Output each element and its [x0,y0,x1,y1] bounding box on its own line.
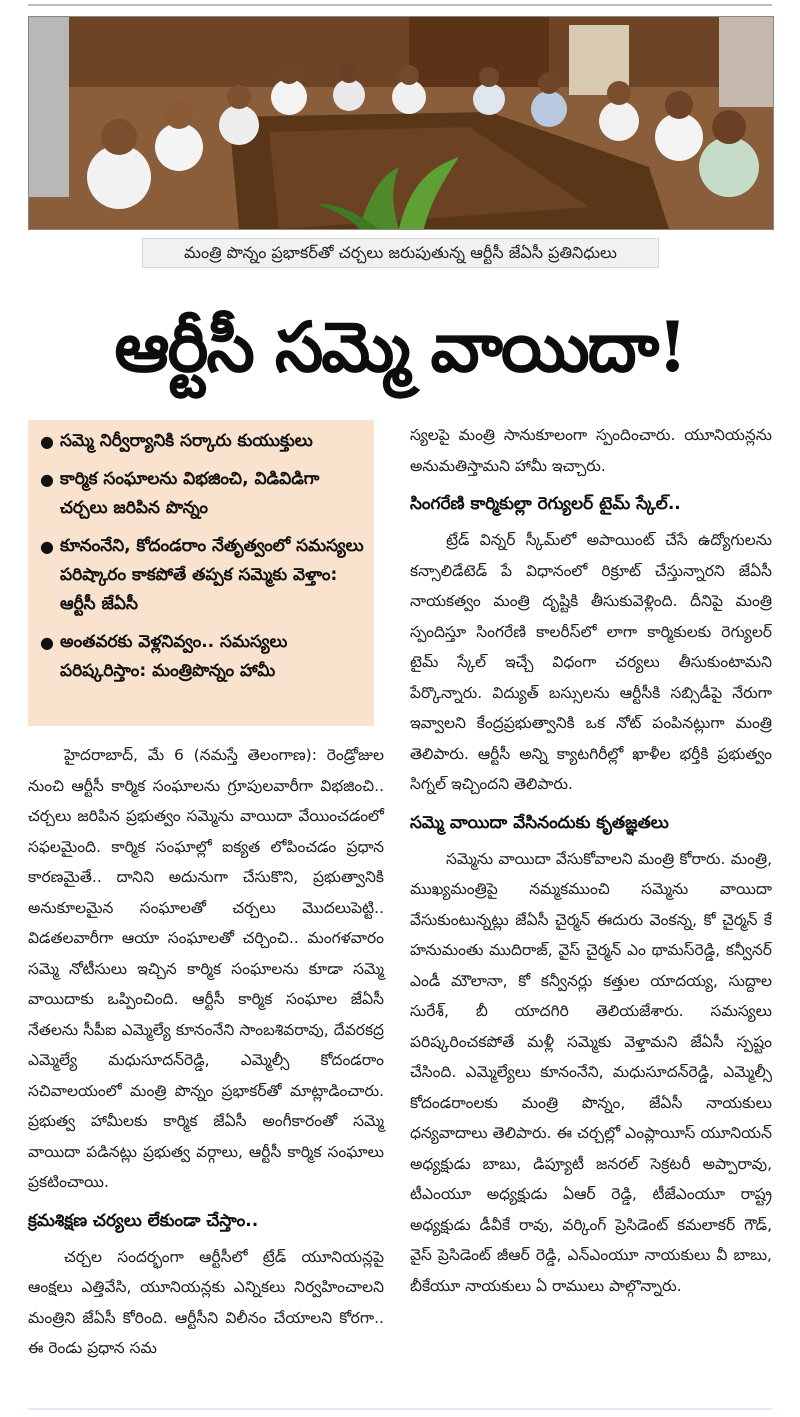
top-rule [28,4,772,6]
right-column [410,420,772,1301]
highlight-text: అంతవరకు వెళ్లనివ్వం.. సమస్యలు పరిష్కరిస్తాం: మంత్రిపొన్నం హామీ [60,632,288,681]
left-column [28,740,384,1364]
highlight-item [38,465,368,523]
meeting-photo-illustration [29,17,773,229]
bullet-icon: ● [40,537,54,556]
highlight-item [38,532,368,619]
highlight-item [38,628,368,686]
highlight-item [38,427,368,456]
bullet-icon: ● [40,633,54,652]
body-paragraph: హైదరాబాద్‌, మే 6 (నమస్తే తెలంగాణ): రెండ్రోజుల నుంచి ఆర్టీసీ కార్మిక సంఘాలను గ్రూపులవారీగా విభజించి.. చర్చలు జరిపిన ప్రభుత్వం సమ్మెను వాయిదా వేయించడంలో సఫలమైంది. కార్మిక సంఘాల్లో ఐక్యత లోపించడం ప్రధాన కారణమైతే.. దానిని అదునుగా చేసుకొని, ప్రభుత్వానికి అనుకూలమైన సంఘాలతో చర్చలు మొదలుపెట్టి.. విడతలవారీగా ఆయా సంఘాలతో చర్చించి.. మంగళవారం సమ్మె నోటీసులు ఇచ్చిన కార్మిక సంఘాలను కూడా సమ్మె వాయిదాకు ఒప్పించింది. ఆర్టీసీ కార్మిక సంఘాల జేఏసీ నేతలను సీపీఐ ఎమ్మెల్యే కూనంనేని సాంబశివరావు, దేవరకద్ర ఎమ్మెల్యే మధుసూదన్‌రెడ్డి, ఎమ్మెల్సీ కోదండరాం సచివాలయంలో మంత్రి పొన్నం ప్రభాకర్‌తో మాట్లాడించారు. ప్రభుత్వ హామీలకు కార్మిక జేఏసీ అంగీకారంతో సమ్మె వాయిదా పడినట్లు ప్రభుత్వ వర్గాలు, ఆర్టీసీ కార్మిక సంఘాలు ప్రకటించాయి. [28,746,384,1191]
section-subheading: క్రమశిక్షణ చర్యలు లేకుండా చేస్తాం.. [28,1210,259,1231]
body-paragraph: సమ్మెను వాయిదా వేసుకోవాలని మంత్రి కోరారు. మంత్రి, ముఖ్యమంత్రిపై నమ్మకముంచి సమ్మెను వాయిదా వేసుకుంటున్నట్లు జేఏసీ చైర్మన్‌ ఈదురు వెంకన్న, కో చైర్మన్‌ కే హనుమంతు ముదిరాజ్‌, వైస్‌ చైర్మన్‌ ఎం థామస్‌రెడ్డి, కన్వీనర్‌ ఎండీ మౌలానా, కో కన్వీనర్లు కత్తుల యాదయ్య, సుద్దాల సురేశ్‌, బీ యాదగిరి తెలియజేశారు. సమస్యలు పరిష్కరించకపోతే మళ్లీ సమ్మెకు వెళ్తామని జేఏసీ స్పష్టం చేసింది. ఎమ్మెల్యేలు కూనంనేని, మధుసూదన్‌రెడ్డి, ఎమ్మెల్సీ కోదండరాంలకు మంత్రి పొన్నం, జేఏసీ నాయకులు ధన్యవాదాలు తెలిపారు. ఈ చర్చల్లో ఎంప్లాయీస్‌ యూనియన్‌ అధ్యక్షుడు బాబు, డిప్యూటీ జనరల్‌ సెక్రటరీ అప్పారావు, టీఎంయూ అధ్యక్షుడు ఏఆర్‌ రెడ్డి, టీజేఎంయూ రాష్ట్ర అధ్యక్షుడు డీవీకే రావు, వర్కింగ్‌ ప్రెసిడెంట్‌ కమలాకర్‌ గౌడ్‌, వైస్‌ ప్రెసిడెంట్‌ జీఆర్‌ రెడ్డి, ఎన్‌ఎంయూ నాయకులు వీ బాబు, బీకేయూ నాయకులు ఏ రాములు పాల్గొన్నారు. [410,849,772,1295]
news-photo [28,16,774,230]
section-subheading: సమ్మె వాయిదా వేసినందుకు కృతజ్ఞతలు [410,812,669,833]
highlight-text: సమ్మె నిర్వీర్యానికి సర్కారు కుయుక్తులు [60,431,313,451]
bullet-icon: ● [40,432,54,451]
photo-caption: మంత్రి పొన్నం ప్రభాకర్‌తో చర్చలు జరుపుతున్న ఆర్టీసీ జేఏసీ ప్రతినిధులు [142,238,659,268]
section-subheading: సింగరేణి కార్మికుల్లా రెగ్యులర్‌ టైమ్‌ స్కేల్‌.. [410,494,681,514]
body-paragraph: ట్రేడ్‌ విన్నర్‌ స్కీమ్‌లో అపాయింట్‌ చేసే ఉద్యోగులను కన్సాలిడేటెడ్‌ పే విధానంలో రిక్రూట్‌ చేస్తున్నారని జేఏసీ నాయకత్వం మంత్రి దృష్టికి తీసుకువెళ్లింది. దీనిపై మంత్రి స్పందిస్తూ సింగరేణి కాలరీస్‌లో లాగా కార్మికులకు రెగ్యులర్‌ టైమ్‌ స్కేల్‌ ఇచ్చే విధంగా చర్యలు తీసుకుంటామని పేర్కొన్నారు. విద్యుత్‌ బస్సులను ఆర్టీసీకి సబ్సిడీపై నేరుగా ఇవ్వాలని కేంద్రప్రభుత్వానికి ఒక నోట్‌ పంపినట్లుగా మంత్రి తెలిపారు. ఆర్టీసీ అన్ని క్యాటగిరీల్లో ఖాళీల భర్తీకి ప్రభుత్వం సిగ్నల్‌ ఇచ్చిందని తెలిపారు. [410,531,772,793]
body-paragraph: చర్చల సందర్భంగా ఆర్టీసీలో ట్రేడ్‌ యూనియన్లపై ఆంక్షలు ఎత్తివేసి, యూనియన్లకు ఎన్నికలు నిర్వహించాలని మంత్రిని జేఏసీ కోరింది. ఆర్టీసీని విలీనం చేయాలని కోరగా.. ఈ రెండు ప్రధాన సమ [28,1247,384,1357]
highlights-box [28,420,374,726]
highlight-text: కార్మిక సంఘాలను విభజించి, విడివిడిగా చర్చలు జరిపిన పొన్నం [60,469,320,518]
bottom-rule [28,1408,772,1410]
highlight-text: కూనంనేని, కోదండరాం నేతృత్వంలో సమస్యలు పరిష్కారం కాకపోతే తప్పక సమ్మెకు వెళ్తాం: ఆర్టీసీ జేఏసీ [60,536,364,614]
body-paragraph: స్యలపై మంత్రి సానుకూలంగా స్పందించారు. యూనియన్లను అనుమతిస్తామని హామీ ఇచ్చారు. [410,426,772,475]
headline: ఆర్టీసీ సమ్మె వాయిదా! [114,307,686,388]
bullet-icon: ● [40,470,54,489]
